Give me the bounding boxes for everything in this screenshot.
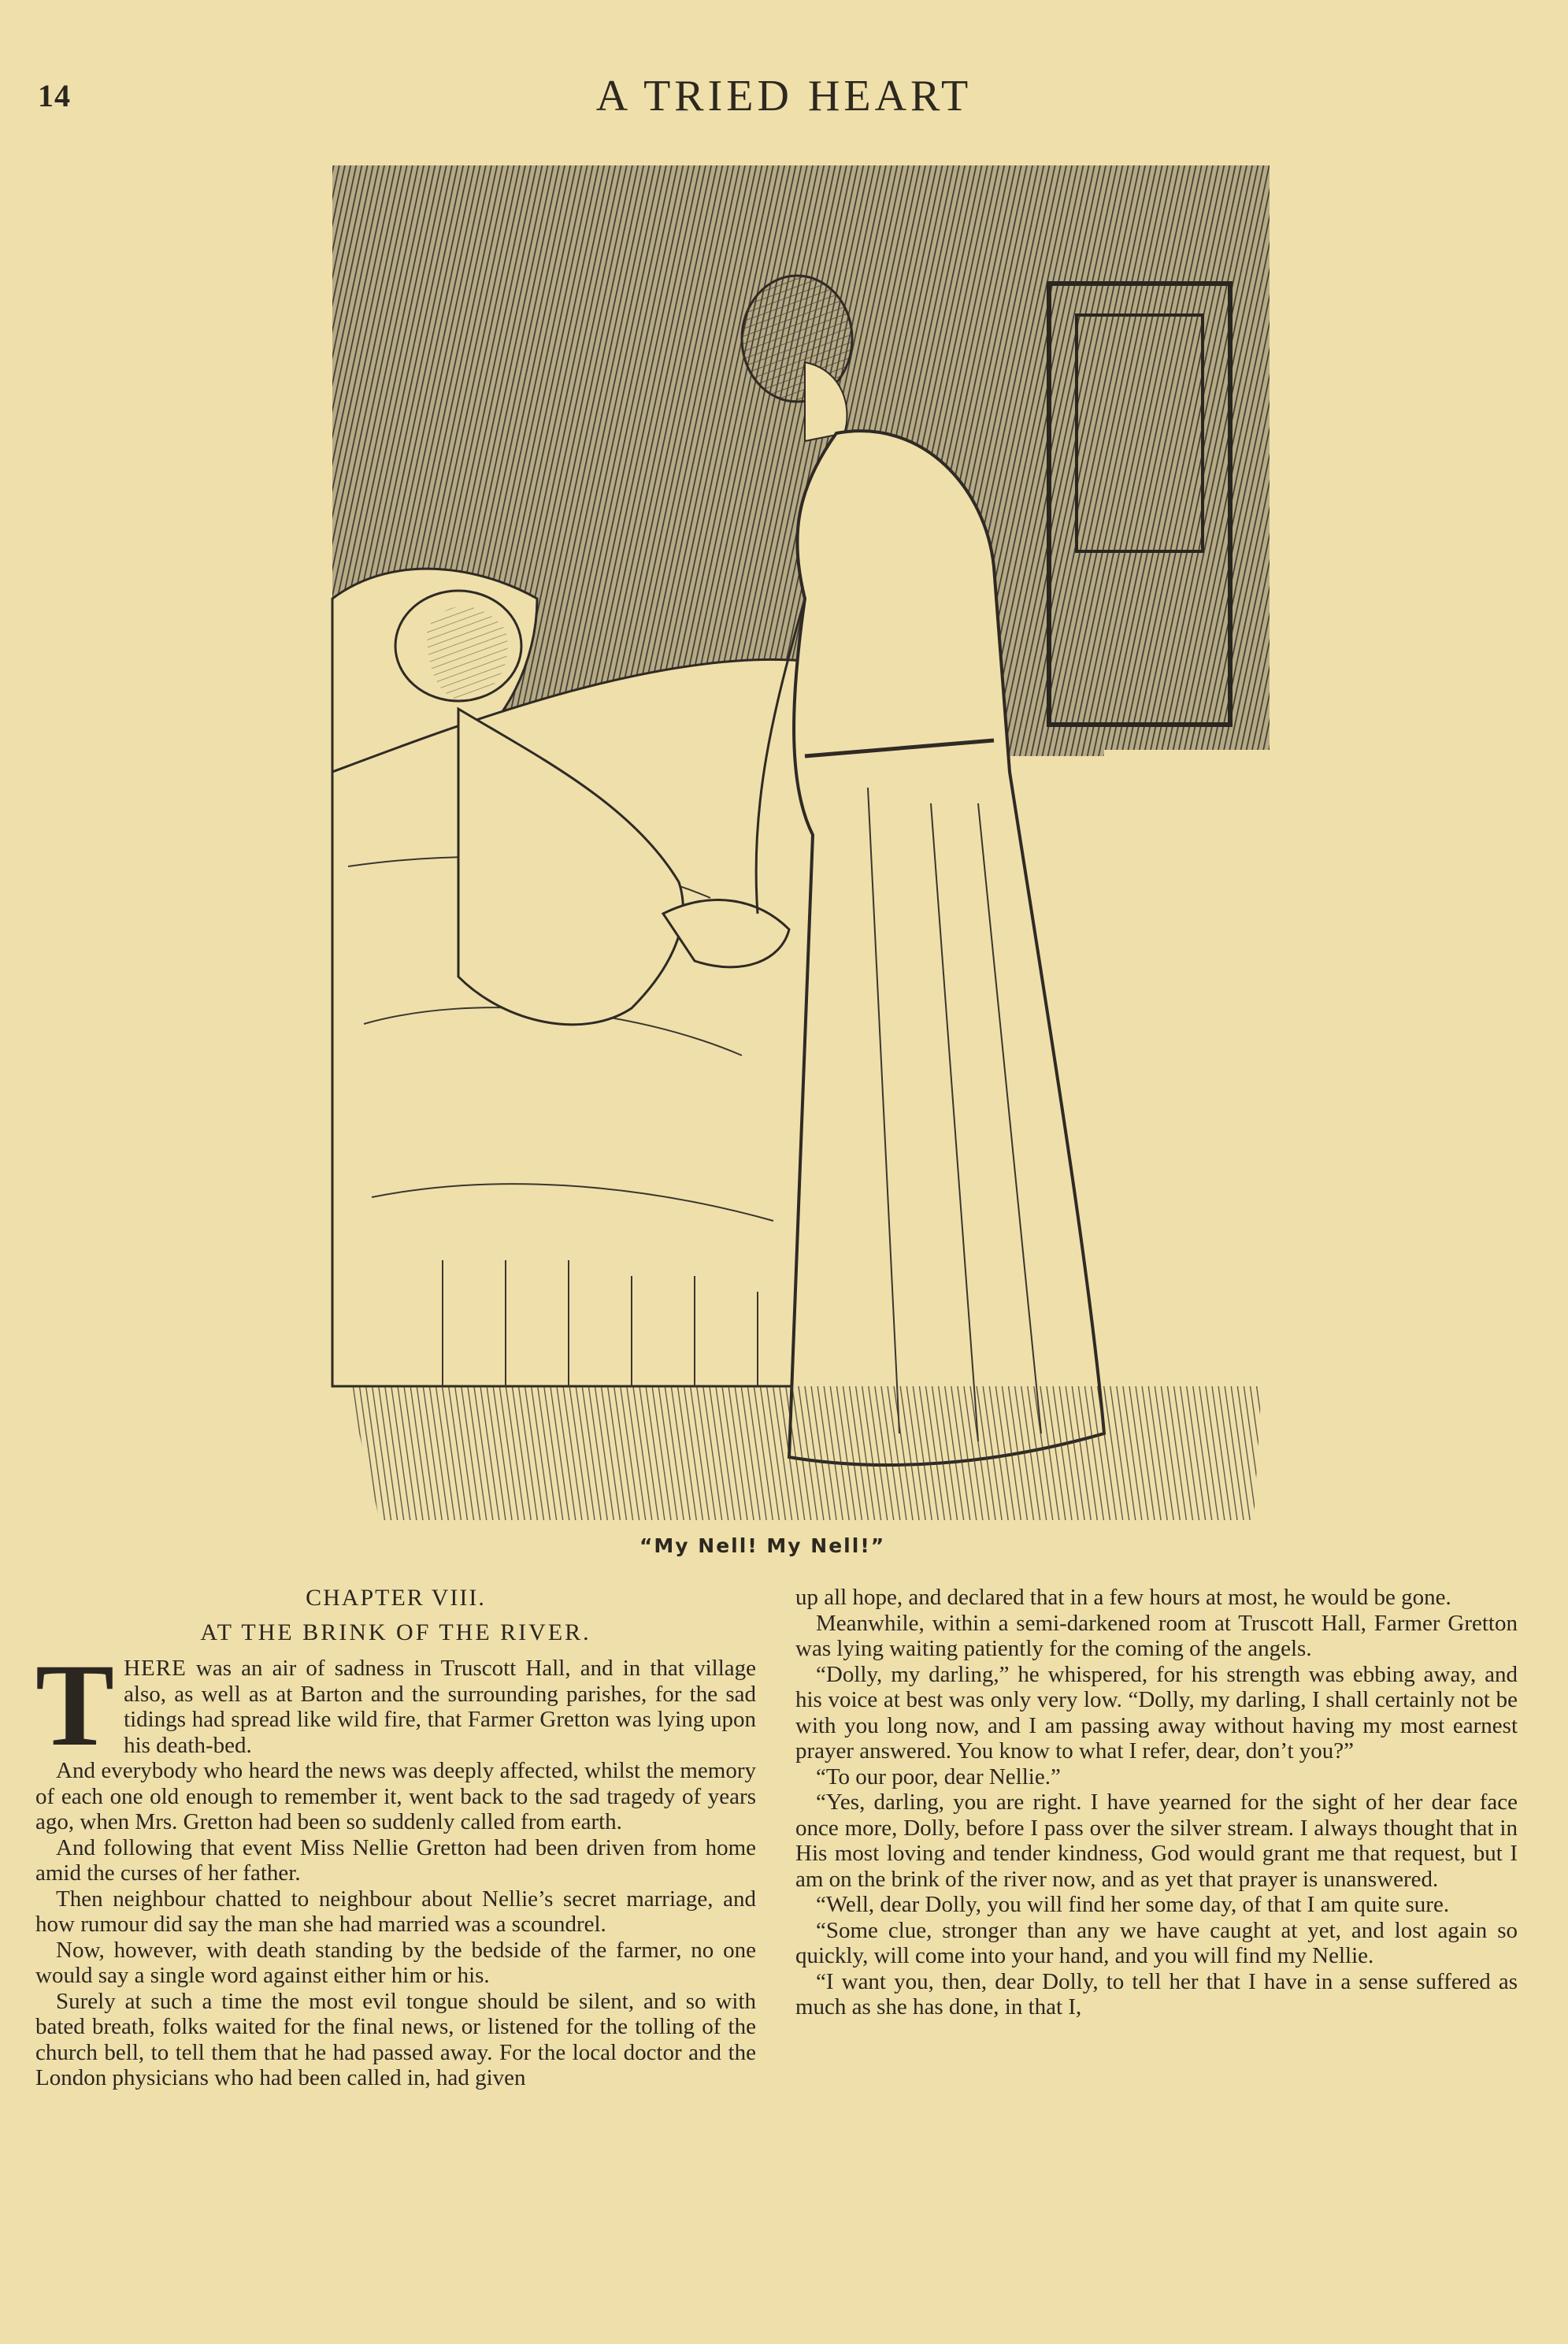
paragraph: Meanwhile, within a semi-darkened room at Truscott Hall, Farmer Gretton was lying waiting patiently for the coming of the angels. [795,1610,1518,1661]
paragraph: “Yes, darling, you are right. I have yearned for the sight of her dear face once more, Dolly, before I pass over the silver stream. I always thought that in His most loving and tender kindness, God would grant me that request, but I am on the brink of the river now, and as yet that prayer is unanswered. [795,1790,1518,1892]
paragraph: And everybody who heard the news was deeply affected, whilst the memory of each one old enough to remember it, went back to the sad tragedy of years ago, when Mrs. Gretton had been so suddenly called from earth. [35,1758,756,1834]
paragraph: “I want you, then, dear Dolly, to tell her that I have in a sense suffered as much as she has done, in that I, [795,1968,1518,2019]
continued-paragraph: up all hope, and declared that in a few hours at most, he would be gone. [795,1585,1451,1610]
paragraph: Surely at such a time the most evil tongue should be silent, and so with bated breath, folks waited for the final news, or listened for the tolling of the church bell, to tell them that he had passed away. For the local doctor and the London physicians who had been called in, had given [35,1988,756,2090]
paragraph: Then neighbour chatted to neighbour about Nellie’s secret marriage, and how rumour did say the man she had married was a scoundrel. [35,1886,756,1937]
illustration-engraving [301,158,1270,1528]
chapter-title: AT THE BRINK OF THE RIVER. [200,1619,591,1645]
page-number: 14 [38,78,71,113]
paragraph: And following that event Miss Nellie Gretton had been driven from home amid the curses of her father. [35,1834,756,1886]
opening-text: was an air of sadness in Truscott Hall, and in that village also, as well as at Barton and the surrounding parishes, for the sad tidings had spread like wild fire, that Farmer Gretton was lying upon his death-bed. [124,1656,756,1758]
right-column [795,1585,1518,2020]
illustration-caption: “My Nell! My Nell!” [639,1534,886,1557]
paragraph: Now, however, with death standing by the bedside of the farmer, no one would say a single word against either him or his. [35,1937,756,1988]
running-title: A TRIED HEART [595,72,973,121]
chapter-number: CHAPTER VIII. [306,1585,486,1611]
paragraph: “Dolly, my darling,” he whispered, for his strength was ebbing away, and his voice at best was only very low. “Dolly, my darling, I shall certainly not be with you long now, and I am passing away without having my most earnest prayer answered. You know to what I refer, dear, don’t you?” [795,1661,1518,1764]
opening-paragraph [35,1640,756,1771]
opening-word: HERE [124,1656,187,1681]
paragraph: “Some clue, stronger than any we have caught at yet, and lost again so quickly, will come into your hand, and you will find my Nellie. [795,1917,1518,1968]
paragraph: “Well, dear Dolly, you will find her some day, of that I am quite sure. [816,1892,1450,1917]
drop-cap: T [35,1640,115,1771]
left-column [35,1585,756,2091]
paragraph: “To our poor, dear Nellie.” [816,1764,1061,1790]
